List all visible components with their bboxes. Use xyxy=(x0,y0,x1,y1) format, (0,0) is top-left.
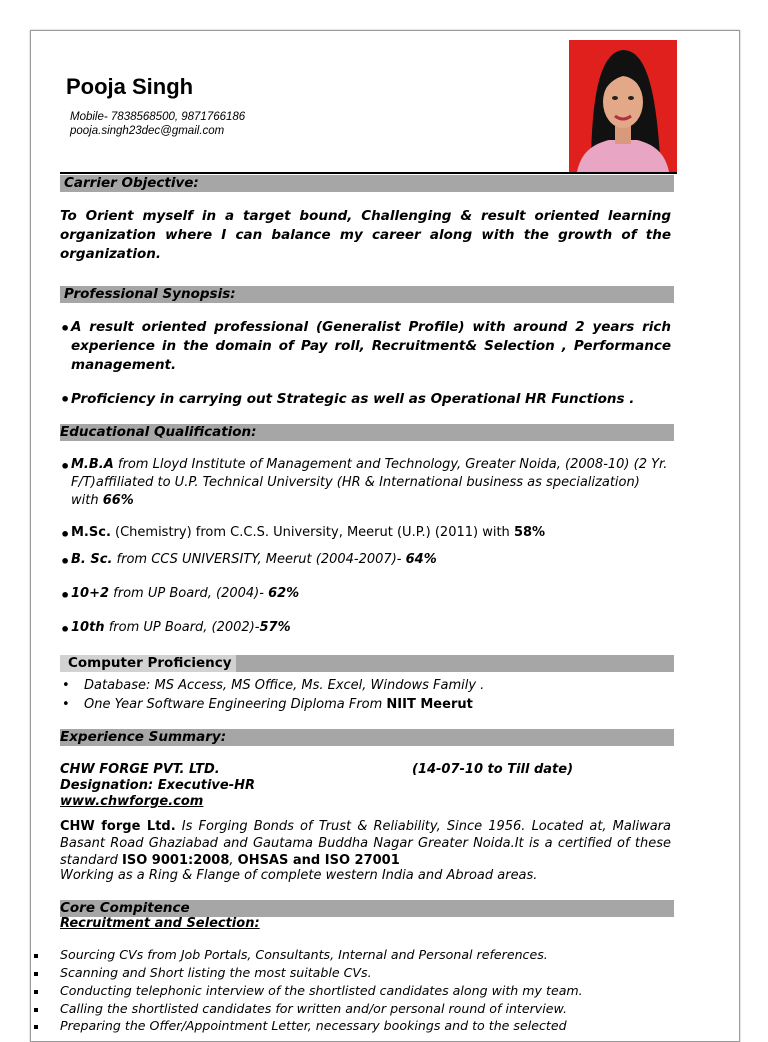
education-heading-text: Educational Qualification: xyxy=(60,424,257,440)
bullet: • xyxy=(60,319,71,338)
company-description-text: Is Forging Bonds of Trust & Reliability, Since 1956. Located at, Maliwara Basant Road Ghaziabad and Gautama Buddha Nagar Greater Noida.It is a certified of these standard xyxy=(60,819,671,868)
objective-text: To Orient myself in a target bound, Challenging & result oriented learning organization where I can balance my career along with the growth of the organization. xyxy=(60,208,671,262)
synopsis-heading xyxy=(60,286,674,303)
bullet: • xyxy=(60,620,71,639)
computer-item: Database: MS Access, MS Office, Ms. Excel, Windows Family . xyxy=(84,678,485,693)
synopsis-item: Proficiency in carrying out Strategic as well as Operational HR Functions . xyxy=(71,391,635,407)
competence-item: Sourcing CVs from Job Portals, Consultants, Internal and Personal references. xyxy=(60,947,548,962)
education-heading xyxy=(60,424,674,441)
computer-heading xyxy=(60,655,674,672)
square-bullet xyxy=(34,954,38,958)
competence-heading-text: Core Compitence xyxy=(60,900,190,916)
ohsas-iso: OHSAS and ISO 27001 xyxy=(237,853,400,868)
company-description-name: CHW forge Ltd. xyxy=(60,819,176,834)
education-mba xyxy=(71,456,671,510)
degree-msc: M.Sc. xyxy=(71,525,111,540)
12th-percentage: 62% xyxy=(268,586,300,601)
computer-heading-text: Computer Proficiency xyxy=(60,655,236,672)
computer-item-text: One Year Software Engineering Diploma From xyxy=(84,697,387,712)
header-divider xyxy=(60,172,677,174)
computer-item xyxy=(84,696,674,714)
bullet: • xyxy=(60,390,71,409)
degree-bsc: B. Sc. xyxy=(71,552,113,567)
header-band xyxy=(62,40,568,168)
email-address: pooja.singh23dec@gmail.com xyxy=(70,125,225,137)
degree-12th: 10+2 xyxy=(71,586,110,601)
separator: , xyxy=(229,853,238,868)
competence-item: Conducting telephonic interview of the shortlisted candidates along with my team. xyxy=(60,983,583,998)
bullet: • xyxy=(62,697,70,712)
company-description xyxy=(60,818,671,869)
experience-heading-text: Experience Summary: xyxy=(60,729,227,745)
10th-details: from UP Board, (2002)- xyxy=(104,620,260,635)
10th-percentage: 57% xyxy=(259,620,291,635)
mobile-numbers: Mobile- 7838568500, 9871766186 xyxy=(70,111,246,123)
computer-item-bold: NIIT Meerut xyxy=(386,697,473,712)
square-bullet xyxy=(34,972,38,976)
bsc-percentage: 64% xyxy=(405,552,437,567)
company-description-line: Working as a Ring & Flange of complete western India and Abroad areas. xyxy=(60,868,538,883)
bullet: • xyxy=(62,678,70,693)
mba-details: from Lloyd Institute of Management and Technology, Greater Noida, (2008-10) (2 Yr. F/T)affiliated to U.P. Technical University (HR & International business as specialization) with xyxy=(71,457,668,508)
competence-item: Calling the shortlisted candidates for written and/or personal round of interview. xyxy=(60,1001,567,1016)
competence-item: Preparing the Offer/Appointment Letter, necessary bookings and to the selected xyxy=(60,1018,567,1033)
degree-10th: 10th xyxy=(71,620,105,635)
company-name: CHW FORGE PVT. LTD. xyxy=(60,762,220,777)
objective-heading xyxy=(60,175,674,192)
degree-mba: M.B.A xyxy=(71,457,114,472)
employment-dates: (14-07-10 to Till date) xyxy=(412,762,574,777)
bullet: • xyxy=(60,586,71,605)
profile-photo-image xyxy=(569,40,677,172)
bullet: • xyxy=(60,525,71,544)
education-10th xyxy=(71,619,671,637)
12th-details: from UP Board, (2004)- xyxy=(109,586,269,601)
competence-item: Scanning and Short listing the most suitable CVs. xyxy=(60,965,372,980)
synopsis-item: A result oriented professional (Generalist Profile) with around 2 years rich experience in the domain of Pay roll, Recruitment& Selection , Performance management. xyxy=(71,319,671,373)
experience-heading xyxy=(60,729,674,746)
mba-percentage: 66% xyxy=(102,493,134,508)
msc-percentage: 58% xyxy=(513,525,546,540)
education-bsc xyxy=(71,551,671,569)
synopsis-heading-text: Professional Synopsis: xyxy=(64,286,236,302)
designation: Designation: Executive-HR xyxy=(60,778,256,793)
square-bullet xyxy=(34,990,38,994)
square-bullet xyxy=(34,1008,38,1012)
msc-details: (Chemistry) from C.C.S. University, Meerut (U.P.) (2011) with xyxy=(110,525,514,540)
education-msc xyxy=(71,524,671,542)
candidate-name: Pooja Singh xyxy=(66,74,194,99)
bsc-details: from CCS UNIVERSITY, Meerut (2004-2007)- xyxy=(112,552,406,567)
bullet: • xyxy=(60,552,71,571)
education-12th xyxy=(71,585,671,603)
competence-subheading: Recruitment and Selection: xyxy=(60,916,260,931)
profile-photo xyxy=(569,40,677,172)
square-bullet xyxy=(34,1025,38,1029)
bullet: • xyxy=(60,457,71,476)
contact-block xyxy=(70,110,245,138)
iso-9001: ISO 9001:2008 xyxy=(122,853,230,868)
company-website-link[interactable]: www.chwforge.com xyxy=(60,794,204,809)
objective-heading-text: Carrier Objective: xyxy=(64,175,199,191)
